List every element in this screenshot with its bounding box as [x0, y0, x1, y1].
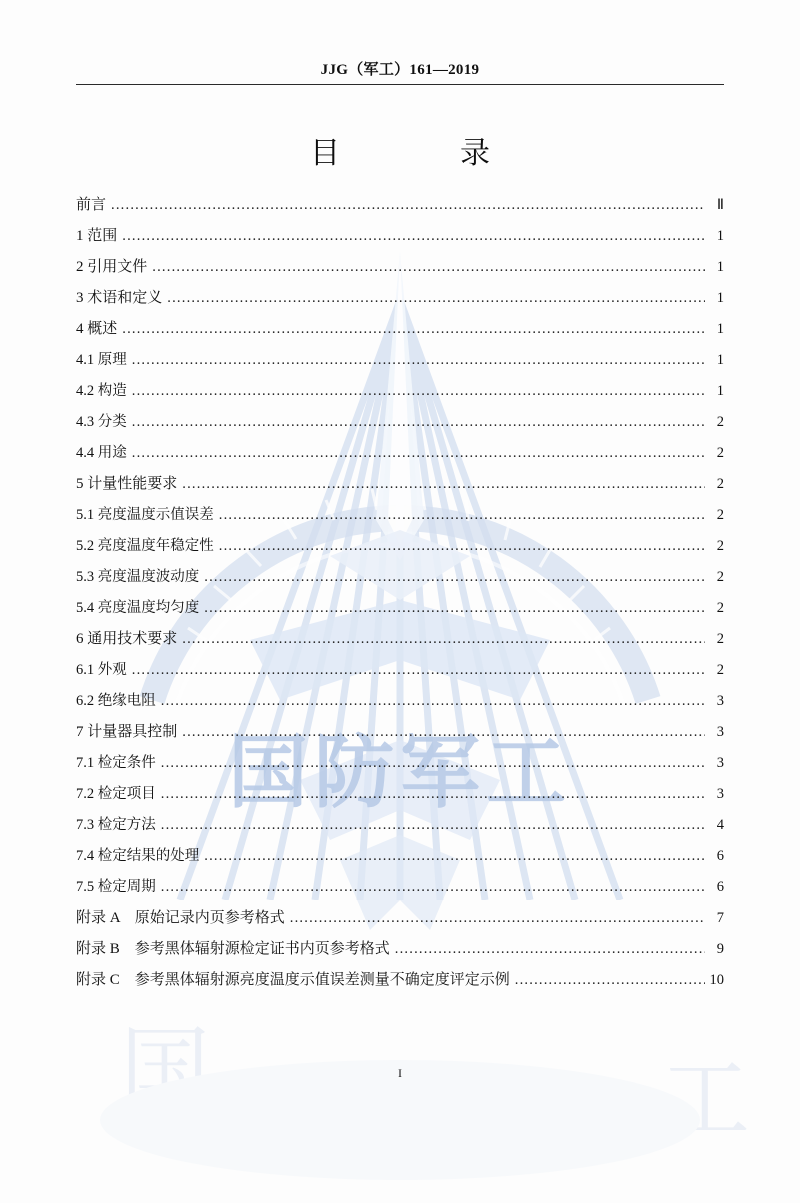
table-of-contents	[76, 195, 724, 1001]
toc-entry-label: 5.1 亮度温度示值误差	[76, 507, 214, 523]
toc-entry[interactable]	[76, 505, 724, 536]
toc-entry-label: 前言	[76, 197, 107, 213]
toc-entry-page: 9	[716, 941, 724, 957]
toc-entry-label: 附录 A 原始记录内页参考格式	[76, 910, 285, 926]
page-title: 目 录	[310, 137, 510, 170]
toc-leader-dots	[122, 319, 705, 333]
toc-entry-label: 4.2 构造	[76, 383, 127, 399]
toc-entry-page: 1	[716, 228, 724, 244]
toc-entry-label: 5.2 亮度温度年稳定性	[76, 538, 214, 554]
toc-entry[interactable]	[76, 412, 724, 443]
toc-leader-dots	[161, 753, 705, 767]
toc-entry[interactable]	[76, 288, 724, 319]
toc-entry-label: 7.1 检定条件	[76, 755, 156, 771]
toc-entry-label: 1 范围	[76, 228, 118, 244]
toc-leader-dots	[219, 505, 705, 519]
toc-entry-label: 4.4 用途	[76, 445, 127, 461]
toc-entry-label: 2 引用文件	[76, 259, 148, 275]
page-number: I	[398, 1066, 402, 1080]
toc-entry-appendix-a[interactable]	[76, 908, 724, 939]
toc-entry-label: 5.4 亮度温度均匀度	[76, 600, 200, 616]
toc-leader-dots	[161, 784, 705, 798]
toc-entry-page: 6	[716, 879, 724, 895]
toc-entry[interactable]	[76, 598, 724, 629]
toc-entry-page: 2	[716, 538, 724, 554]
toc-entry-label: 5.3 亮度温度波动度	[76, 569, 200, 585]
toc-entry[interactable]	[76, 536, 724, 567]
header-divider	[76, 84, 724, 85]
toc-leader-dots	[132, 660, 705, 674]
toc-entry-label: 6.1 外观	[76, 662, 127, 678]
toc-leader-dots	[395, 939, 705, 953]
toc-entry-appendix-c[interactable]	[76, 970, 724, 1001]
toc-entry-appendix-b[interactable]	[76, 939, 724, 970]
toc-entry[interactable]	[76, 691, 724, 722]
toc-entry[interactable]	[76, 350, 724, 381]
toc-leader-dots	[167, 288, 705, 302]
toc-entry-page: 10	[709, 972, 724, 988]
toc-entry-label: 7.4 检定结果的处理	[76, 848, 200, 864]
toc-leader-dots	[204, 598, 705, 612]
toc-entry-page: 2	[716, 445, 724, 461]
toc-entry-page: 1	[716, 259, 724, 275]
toc-leader-dots	[132, 350, 705, 364]
toc-entry[interactable]	[76, 660, 724, 691]
toc-leader-dots	[515, 970, 705, 984]
toc-entry[interactable]	[76, 846, 724, 877]
toc-entry-label: 附录 B 参考黑体辐射源检定证书内页参考格式	[76, 941, 390, 957]
svg-text:工: 工	[660, 1051, 750, 1150]
toc-entry-page: 1	[716, 321, 724, 337]
toc-leader-dots	[161, 877, 705, 891]
toc-entry[interactable]	[76, 319, 724, 350]
toc-leader-dots	[182, 474, 705, 488]
toc-entry-page: 2	[716, 600, 724, 616]
toc-leader-dots	[182, 722, 705, 736]
toc-entry-page: 2	[716, 631, 724, 647]
toc-entry-page: 1	[716, 352, 724, 368]
toc-entry[interactable]	[76, 722, 724, 753]
toc-leader-dots	[152, 257, 705, 271]
toc-entry-page: 2	[716, 507, 724, 523]
toc-entry[interactable]	[76, 257, 724, 288]
toc-entry-page: 7	[716, 910, 724, 926]
toc-entry[interactable]	[76, 226, 724, 257]
toc-leader-dots	[204, 567, 705, 581]
toc-entry[interactable]	[76, 784, 724, 815]
toc-leader-dots	[132, 381, 705, 395]
toc-leader-dots	[132, 412, 705, 426]
toc-entry-label: 4.1 原理	[76, 352, 127, 368]
page-header-code: JJG（军工）161—2019	[320, 62, 480, 78]
toc-leader-dots	[161, 815, 705, 829]
toc-entry-label: 7 计量器具控制	[76, 724, 178, 740]
toc-entry-label: 7.2 检定项目	[76, 786, 156, 802]
toc-entry[interactable]	[76, 815, 724, 846]
toc-entry[interactable]	[76, 629, 724, 660]
toc-entry-page: 2	[716, 414, 724, 430]
toc-entry-label: 5 计量性能要求	[76, 476, 178, 492]
toc-entry-label: 4.3 分类	[76, 414, 127, 430]
toc-entry[interactable]	[76, 443, 724, 474]
toc-entry-page: 1	[716, 290, 724, 306]
toc-entry[interactable]	[76, 381, 724, 412]
toc-entry-label: 6 通用技术要求	[76, 631, 178, 647]
toc-entry[interactable]	[76, 877, 724, 908]
toc-entry-page: Ⅱ	[716, 197, 724, 213]
toc-entry-page: 4	[716, 817, 724, 833]
toc-leader-dots	[122, 226, 705, 240]
toc-entry[interactable]	[76, 474, 724, 505]
toc-entry-page: 2	[716, 662, 724, 678]
toc-entry[interactable]	[76, 567, 724, 598]
toc-entry[interactable]	[76, 195, 724, 226]
toc-entry-label: 7.3 检定方法	[76, 817, 156, 833]
toc-entry-page: 3	[716, 693, 724, 709]
toc-leader-dots	[161, 691, 705, 705]
toc-leader-dots	[182, 629, 705, 643]
toc-entry-label: 附录 C 参考黑体辐射源亮度温度示值误差测量不确定度评定示例	[76, 972, 510, 988]
toc-entry-page: 3	[716, 755, 724, 771]
toc-entry-label: 3 术语和定义	[76, 290, 163, 306]
toc-entry-label: 4 概述	[76, 321, 118, 337]
toc-entry-label: 7.5 检定周期	[76, 879, 156, 895]
toc-entry[interactable]	[76, 753, 724, 784]
toc-entry-page: 2	[716, 476, 724, 492]
toc-entry-page: 3	[716, 786, 724, 802]
toc-entry-label: 6.2 绝缘电阻	[76, 693, 156, 709]
toc-entry-page: 1	[716, 383, 724, 399]
svg-text:国防军工: 国防军工	[228, 730, 572, 818]
toc-leader-dots	[111, 195, 705, 209]
toc-entry-page: 2	[716, 569, 724, 585]
toc-leader-dots	[132, 443, 705, 457]
toc-leader-dots	[204, 846, 705, 860]
toc-leader-dots	[290, 908, 705, 922]
toc-leader-dots	[219, 536, 705, 550]
toc-entry-page: 6	[716, 848, 724, 864]
toc-entry-page: 3	[716, 724, 724, 740]
svg-text:国: 国	[120, 1021, 210, 1120]
